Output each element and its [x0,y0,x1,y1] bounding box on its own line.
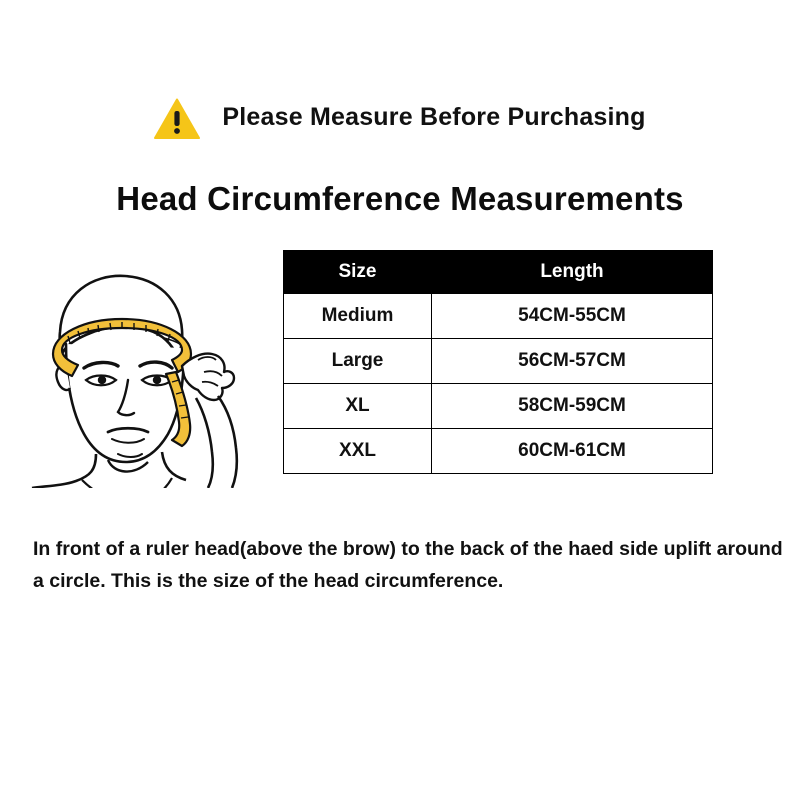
table-row [284,294,713,339]
cell-length: 56CM-57CM [432,339,713,384]
table-row [284,339,713,384]
cell-size: Large [284,339,432,384]
man-measuring-head-illustration [22,248,272,488]
column-header-size: Size [284,251,432,294]
table-row [284,384,713,429]
cell-length: 58CM-59CM [432,384,713,429]
column-header-length: Length [432,251,713,294]
table-row [284,429,713,474]
size-table [283,250,713,474]
cell-size: Medium [284,294,432,339]
table-header-row [284,251,713,294]
measurement-instructions: In front of a ruler head(above the brow) to the back of the haed side uplift around a circle. This is the size of the head circumference. [33,538,783,592]
warning-header [0,96,800,138]
cell-length: 60CM-61CM [432,429,713,474]
warning-triangle-icon [154,98,200,140]
cell-size: XXL [284,429,432,474]
page-title: Head Circumference Measurements [116,180,684,217]
cell-size: XL [284,384,432,429]
warning-title: Please Measure Before Purchasing [222,102,646,131]
cell-length: 54CM-55CM [432,294,713,339]
